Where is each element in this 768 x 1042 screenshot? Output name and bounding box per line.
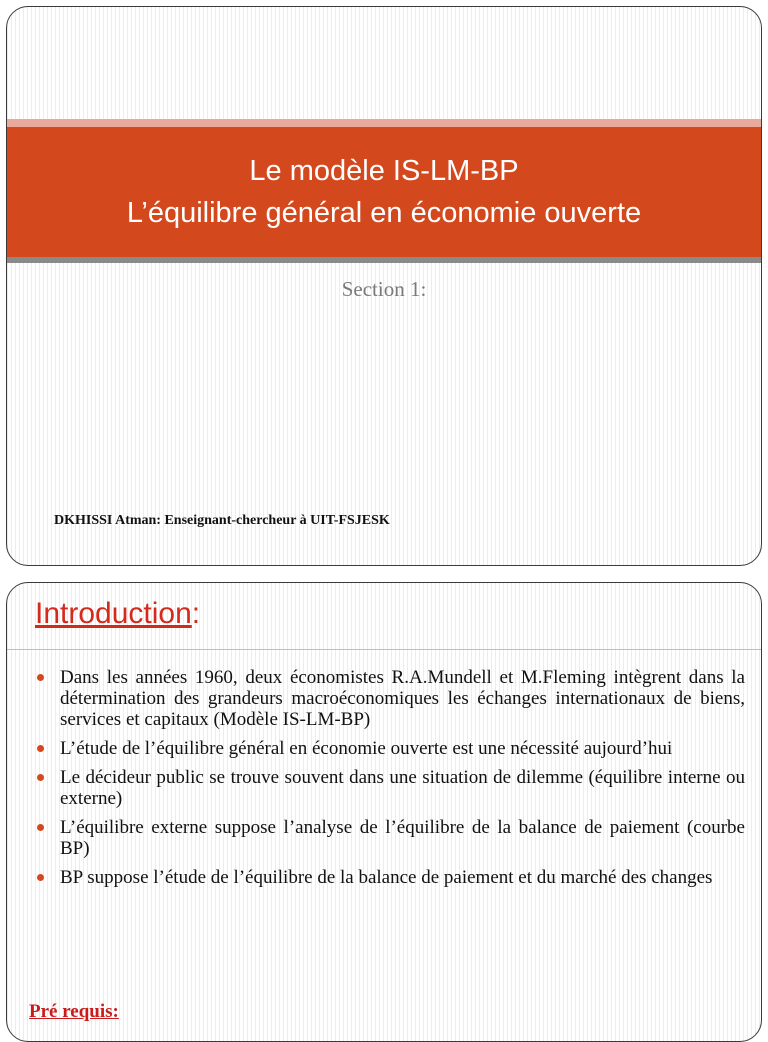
bullet-text: L’étude de l’équilibre général en économie ouverte est une nécessité aujourd’hui: [60, 738, 673, 759]
bullet-text: Dans les années 1960, deux économistes R.A.Mundell et M.Fleming intègrent dans la détermination des grandeurs macroéconomiques les échanges internationaux de biens, services et capitaux (Modèle IS-LM-BP): [60, 667, 745, 730]
bullet-dot-icon: [37, 745, 44, 752]
bullet-text: Le décideur public se trouve souvent dans une situation de dilemme (équilibre interne ou externe): [60, 767, 745, 809]
bullet-dot-icon: [37, 824, 44, 831]
intro-heading-colon: :: [191, 597, 201, 630]
title-slide: [6, 6, 762, 566]
slide-title-line2: L’équilibre général en économie ouverte: [126, 197, 642, 229]
introduction-slide: [6, 582, 762, 1042]
bullet-dot-icon: [37, 774, 44, 781]
bullet-item: [37, 767, 745, 809]
title-band: [7, 127, 761, 257]
bullet-dot-icon: [37, 874, 44, 881]
bullet-text: L’équilibre externe suppose l’analyse de l’équilibre de la balance de paiement (courbe BP): [60, 817, 745, 859]
heading-divider: [7, 649, 761, 650]
author-line: DKHISSI Atman: Enseignant-chercheur à UIT-FSJESK: [54, 513, 390, 528]
bullet-item: [37, 667, 745, 730]
prerequisites-label: Pré requis:: [29, 1001, 119, 1022]
accent-band-bottom: [7, 257, 761, 263]
intro-heading-text: Introduction: [35, 597, 192, 630]
intro-heading: [35, 597, 200, 631]
accent-band-top: [7, 119, 761, 127]
bullet-item: [37, 738, 745, 759]
bullet-item: [37, 867, 745, 888]
intro-bullet-list: [37, 667, 745, 896]
bullet-dot-icon: [37, 674, 44, 681]
slide-title-line1: Le modèle IS-LM-BP: [249, 155, 519, 187]
section-subtitle: Section 1:: [341, 277, 427, 301]
bullet-item: [37, 817, 745, 859]
bullet-text: BP suppose l’étude de l’équilibre de la balance de paiement et du marché des changes: [60, 867, 713, 888]
